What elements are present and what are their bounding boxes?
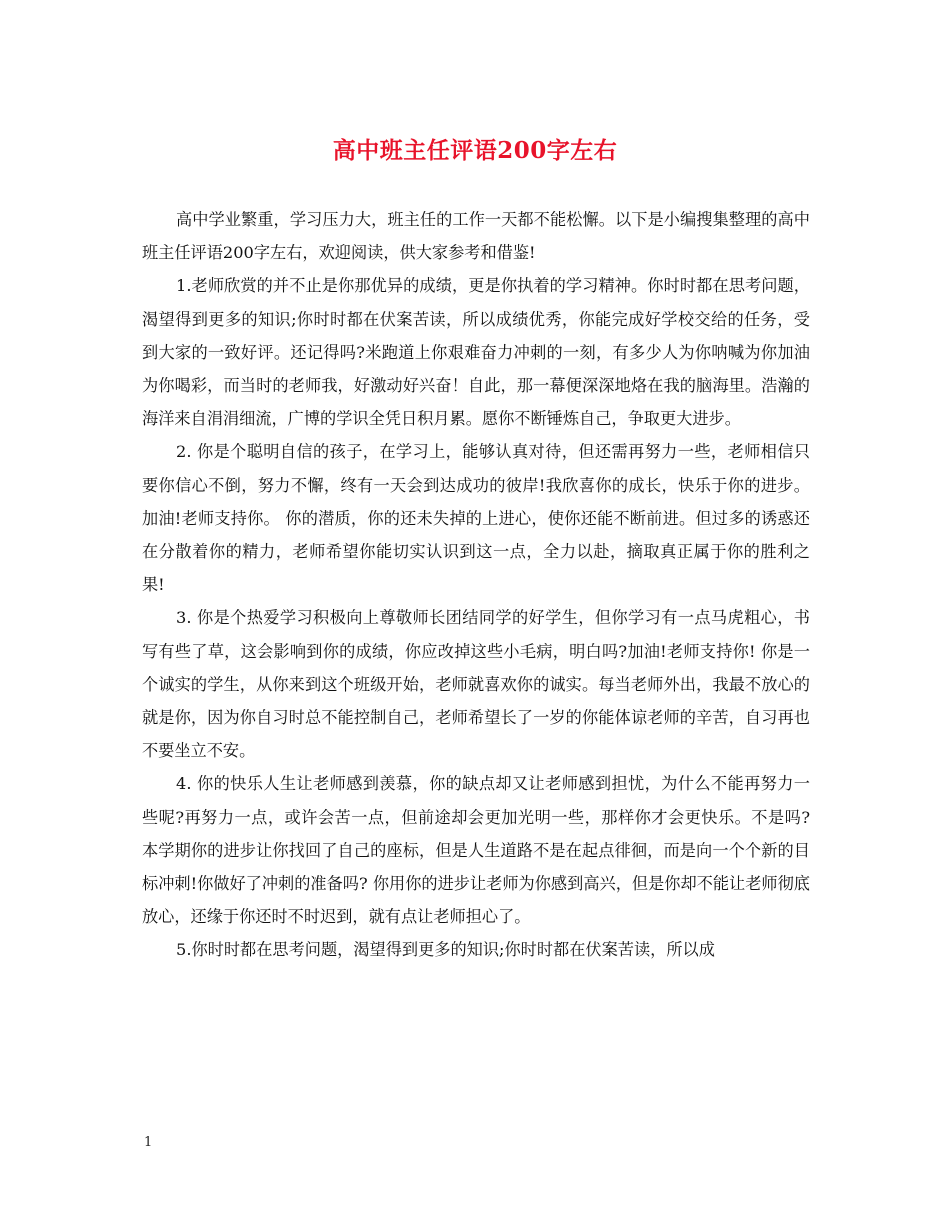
paragraph-comment-4: 4. 你的快乐人生让老师感到羡慕，你的缺点却又让老师感到担忧，为什么不能再努力一些呢?再努力一点，或许会苦一点，但前途却会更加光明一些，那样你才会更快乐。不是吗? 本学期你的进步让你找回了自己的座标，但是人生道路不是在起点徘徊，而是向一个个新的目标冲刺!你做好了冲刺的准备吗? 你用你的进步让老师为你感到高兴，但是你却不能让老师彻底放心，还缘于你还时不时迟到，就有点让老师担心了。 bbox=[142, 774, 810, 927]
page-number: 1 bbox=[144, 1135, 153, 1150]
paragraph-comment-1: 1.老师欣赏的并不止是你那优异的成绩，更是你执着的学习精神。你时时都在思考问题，渴望得到更多的知识;你时时都在伏案苦读，所以成绩优秀，你能完成好学校交给的任务，受到大家的一致好评。还记得吗?米跑道上你艰难奋力冲刺的一刻，有多少人为你呐喊为你加油为你喝彩，而当时的老师我，好激动好兴奋！自此，那一幕便深深地烙在我的脑海里。浩瀚的海洋来自涓涓细流，广博的学识全凭日积月累。愿你不断锤炼自己，争取更大进步。 bbox=[142, 276, 810, 429]
document-body bbox=[142, 203, 810, 967]
paragraph-intro: 高中学业繁重，学习压力大，班主任的工作一天都不能松懈。以下是小编搜集整理的高中班主任评语200字左右，欢迎阅读，供大家参考和借鉴! bbox=[142, 210, 810, 263]
paragraph-comment-3: 3. 你是个热爱学习积极向上尊敬师长团结同学的好学生，但你学习有一点马虎粗心，书写有些了草，这会影响到你的成绩，你应改掉这些小毛病，明白吗?加油!老师支持你! 你是一个诚实的学生，从你来到这个班级开始，老师就喜欢你的诚实。每当老师外出，我最不放心的就是你，因为你自习时总不能控制自己，老师希望长了一岁的你能体谅老师的辛苦，自习再也不要坐立不安。 bbox=[142, 608, 810, 761]
paragraph-comment-2: 2. 你是个聪明自信的孩子，在学习上，能够认真对待，但还需再努力一些，老师相信只要你信心不倒，努力不懈，终有一天会到达成功的彼岸!我欣喜你的成长，快乐于你的进步。加油!老师支持你。 你的潜质，你的还未失掉的上进心，使你还能不断前进。但过多的诱惑还在分散着你的精力，老师希望你能切实认识到这一点，全力以赴，摘取真正属于你的胜利之果! bbox=[142, 442, 810, 595]
paragraph-comment-5: 5.你时时都在思考问题，渴望得到更多的知识;你时时都在伏案苦读，所以成 bbox=[176, 940, 715, 960]
document-title: 高中班主任评语200字左右 bbox=[332, 137, 618, 164]
